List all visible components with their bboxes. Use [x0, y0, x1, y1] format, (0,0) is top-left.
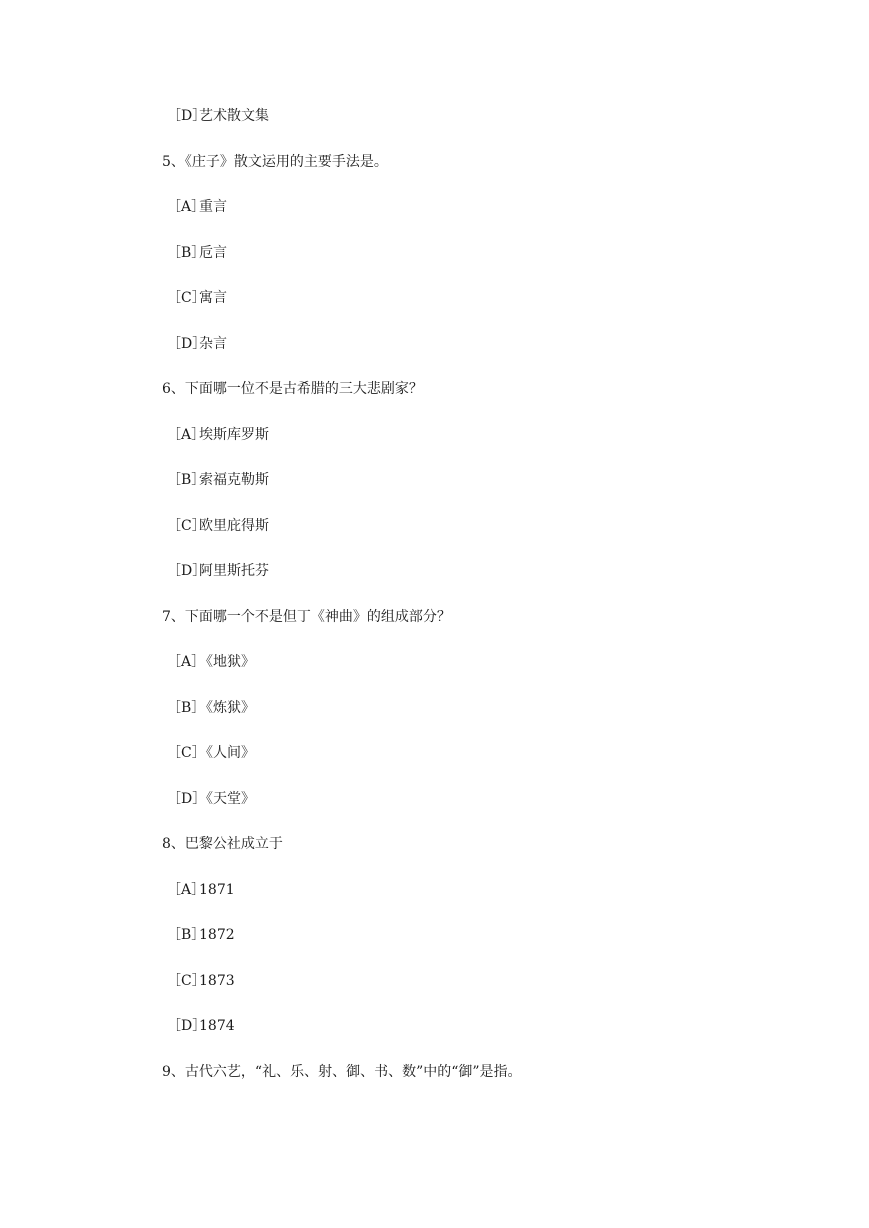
option-text: 《天堂》	[199, 791, 255, 807]
option-letter: ［B］	[167, 700, 206, 716]
option-text: 1873	[199, 973, 235, 989]
option-text: 卮言	[199, 245, 227, 261]
option-q8-b	[167, 925, 235, 945]
option-letter: ［D］	[167, 1018, 207, 1034]
option-text: 1874	[199, 1018, 235, 1034]
option-letter: ［A］	[167, 427, 206, 443]
option-q5-c	[167, 288, 227, 308]
option-text: 杂言	[199, 336, 227, 352]
option-q7-a	[167, 652, 255, 672]
option-q6-d	[167, 561, 269, 581]
option-q6-c	[167, 516, 269, 536]
option-text: 《地狱》	[199, 654, 255, 670]
question-6: 6、下面哪一位不是古希腊的三大悲剧家？	[162, 381, 423, 397]
option-q6-b	[167, 470, 269, 490]
option-q7-c	[167, 743, 255, 763]
option-letter: ［B］	[167, 245, 206, 261]
question-5: 5、《庄子》散文运用的主要手法是。	[162, 154, 388, 170]
option-q8-a	[167, 880, 235, 900]
option-q5-a	[167, 197, 227, 217]
option-letter: ［A］	[167, 199, 206, 215]
option-letter: ［B］	[167, 927, 206, 943]
option-letter: ［D］	[167, 791, 207, 807]
option-q8-d	[167, 1016, 235, 1036]
option-text: 阿里斯托芬	[199, 563, 269, 579]
option-text: 埃斯库罗斯	[199, 427, 269, 443]
option-letter: ［C］	[167, 290, 206, 306]
option-q7-d	[167, 789, 255, 809]
option-letter: ［D］	[167, 336, 207, 352]
option-q4-d	[167, 106, 269, 126]
option-text: 《炼狱》	[199, 700, 255, 716]
option-q5-b	[167, 243, 227, 263]
option-q6-a	[167, 425, 269, 445]
option-letter: ［B］	[167, 472, 206, 488]
option-letter: ［A］	[167, 654, 206, 670]
option-letter: ［C］	[167, 973, 206, 989]
option-text: 《人间》	[199, 745, 255, 761]
option-letter: ［C］	[167, 518, 206, 534]
option-letter: ［D］	[167, 563, 207, 579]
question-9: 9、古代六艺，“礼、乐、射、御、书、数”中的“御”是指。	[162, 1064, 522, 1080]
option-text: 寓言	[199, 290, 227, 306]
option-q8-c	[167, 971, 235, 991]
option-text: 欧里庇得斯	[199, 518, 269, 534]
option-q5-d	[167, 334, 227, 354]
option-q7-b	[167, 698, 255, 718]
option-letter: ［C］	[167, 745, 206, 761]
option-letter: ［D］	[167, 108, 207, 124]
option-text: 索福克勒斯	[199, 472, 269, 488]
option-text: 重言	[199, 199, 227, 215]
question-7: 7、下面哪一个不是但丁《神曲》的组成部分？	[162, 609, 451, 625]
option-text: 艺术散文集	[199, 108, 269, 124]
option-letter: ［A］	[167, 882, 206, 898]
option-text: 1872	[199, 927, 235, 943]
option-text: 1871	[199, 882, 235, 898]
question-8: 8、巴黎公社成立于	[162, 836, 283, 852]
